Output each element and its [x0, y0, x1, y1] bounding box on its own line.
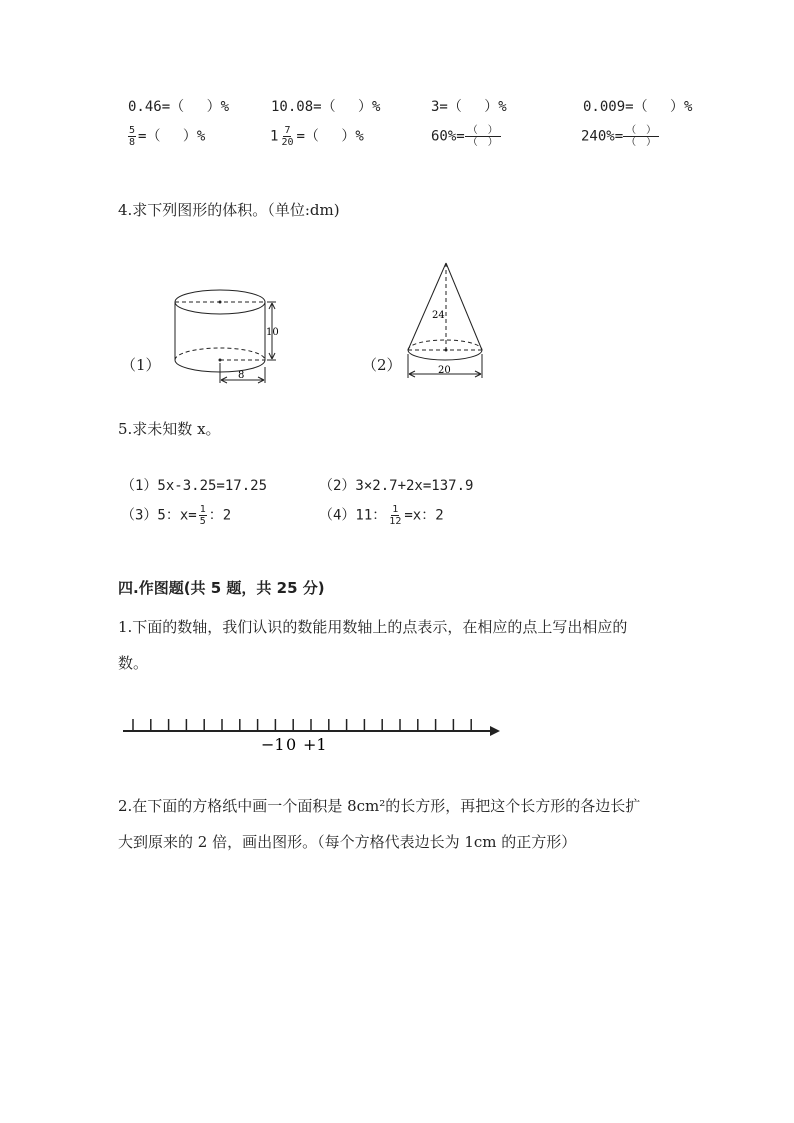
conversion-0.46: 0.46=（ ）% — [128, 99, 230, 115]
q4-title: 4.求下列图形的体积。（单位:dm) — [118, 201, 340, 219]
conversion-3: 3=（ ）% — [431, 99, 507, 115]
cylinder-figure — [168, 285, 288, 390]
conversion-240-percent: 240%= （ ） （ ） — [581, 125, 659, 148]
q5-title: 5.求未知数 x。 — [118, 420, 221, 438]
conversion-0.009: 0.009=（ ）% — [583, 99, 693, 115]
cylinder-radius-label: 8 — [238, 370, 245, 381]
number-line-ticks — [133, 719, 471, 731]
cone-height-label: 24 — [432, 310, 445, 321]
cone-figure — [400, 258, 490, 383]
cylinder-height-label: 10 — [266, 327, 279, 338]
equation-3: （3）5：x= $\frac{1}{5}$ ：2 — [121, 504, 232, 527]
equation-1: （1）5x-3.25=17.25 — [121, 478, 268, 494]
conversion-10.08: 10.08=（ ）% — [271, 99, 381, 115]
section4-q1-line2: 数。 — [118, 654, 149, 672]
section-heading: 四.作图题(共 5 题，共 25 分) — [118, 579, 325, 597]
axis-label-minus-one: −1 — [261, 735, 285, 754]
axis-label-zero: 0 — [286, 735, 297, 754]
section4-q2-line2: 大到原来的 2 倍，画出图形。（每个方格代表边长为 1cm 的正方形） — [118, 833, 577, 851]
equation-2: （2）3×2.7+2x=137.9 — [319, 478, 474, 494]
conversion-60-percent: 60%= （ ） （ ） — [431, 125, 501, 148]
section4-q1-line1: 1.下面的数轴，我们认识的数能用数轴上的点表示，在相应的点上写出相应的 — [118, 618, 628, 636]
cone-diameter-label: 20 — [438, 365, 451, 376]
conversion-5-8: $\frac{5}{8}$ =（ ）% — [129, 125, 206, 148]
fig2-label: （2） — [362, 356, 402, 374]
number-line — [118, 710, 508, 755]
equation-4: （4）11： $\frac{1}{12}$ =x：2 — [319, 504, 444, 527]
conversion-1-7-20: 1 $\frac{7}{20}$ =（ ）% — [270, 125, 364, 148]
section4-q2-line1: 2.在下面的方格纸中画一个面积是 8cm²的长方形，再把这个长方形的各边长扩 — [118, 797, 641, 815]
fig1-label: （1） — [121, 356, 161, 374]
axis-label-plus-one: +1 — [303, 735, 327, 754]
